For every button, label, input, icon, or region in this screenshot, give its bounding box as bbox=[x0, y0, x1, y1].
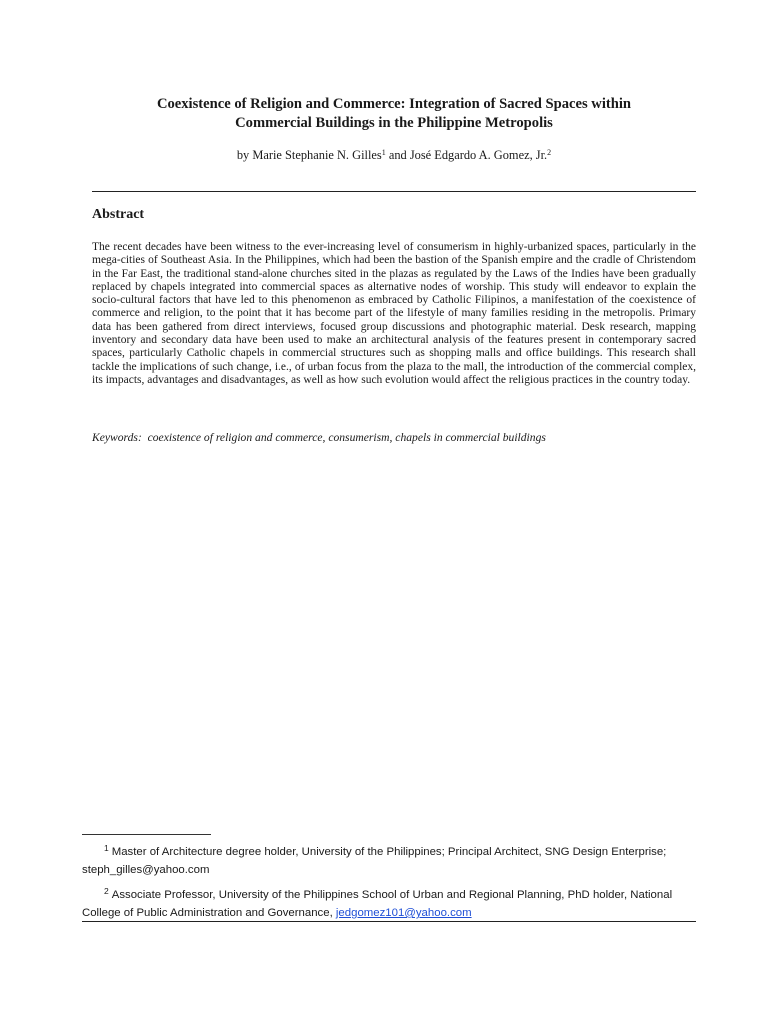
keywords-text: coexistence of religion and commerce, consumerism, chapels in commercial buildings bbox=[147, 431, 546, 444]
title-line-1: Coexistence of Religion and Commerce: Integration of Sacred Spaces within bbox=[156, 96, 632, 112]
footnote-2-mark: 2 bbox=[104, 886, 109, 896]
keywords-label: Keywords: bbox=[92, 431, 142, 444]
footnote-mark-2[interactable]: 2 bbox=[547, 148, 552, 157]
abstract-heading: Abstract bbox=[92, 207, 145, 222]
footer-divider bbox=[82, 921, 696, 922]
footnote-2-text: Associate Professor, University of the Philippines School of Urban and Regional Planning, PhD holder, National College of Public Administration and Governance, bbox=[82, 889, 673, 919]
header-divider bbox=[92, 191, 696, 192]
abstract-paragraph: The recent decades have been witness to the ever-increasing level of consumerism in highly-urbanized spaces, particularly in the mega-cities of Southeast Asia. In the Philippines, which had been the bastion of the Spanish empire and the cradle of Christendom in the Far East, the traditional stand-alone churches sited in the plazas as regulated by the Laws of the Indies have been gradually replaced by chapels integrated into commercial spaces as alternative nodes of worship. This study will endeavor to explain the socio-cultural factors that have led to this phenomenon as embraced by Catholic Filipinos, a manifestation of the coexistence of commerce and religion, to the point that it has become part of the lifestyle of many families residing in the metropolis. Primary data has been gathered from direct interviews, focused group discussions and photographic material. Desk research, mapping inventory and secondary data have been used to make an architectural analysis of the features present in contemporary sacred spaces, particularly Catholic chapels in commercial structures such as shopping malls and office buildings. This research shall tackle the implications of such change, i.e., of urban focus from the plaza to the mall, the introduction of the commercial complex, its impacts, advantages and disadvantages, as well as how such evolution would affect the religious practices in the country today. bbox=[92, 241, 696, 386]
paper-title bbox=[92, 95, 696, 133]
byline-first-author: by Marie Stephanie N. Gilles bbox=[236, 148, 382, 162]
footnote-separator bbox=[82, 834, 211, 835]
author-byline bbox=[92, 147, 696, 163]
footnote-1 bbox=[82, 843, 696, 879]
footnote-mark-1[interactable]: 1 bbox=[381, 148, 386, 157]
email-link[interactable]: jedgomez101@yahoo.com bbox=[335, 907, 472, 919]
footnote-1-mark: 1 bbox=[104, 843, 109, 853]
byline-second-author: and José Edgardo A. Gomez, Jr. bbox=[385, 148, 548, 162]
keywords-line bbox=[92, 430, 696, 445]
title-line-2: Commercial Buildings in the Philippine Metropolis bbox=[235, 115, 553, 131]
footnote-1-text: Master of Architecture degree holder, University of the Philippines; Principal Architect, SNG Design Enterprise; steph_gilles@yahoo.com bbox=[82, 846, 667, 876]
footnote-2 bbox=[82, 886, 696, 922]
